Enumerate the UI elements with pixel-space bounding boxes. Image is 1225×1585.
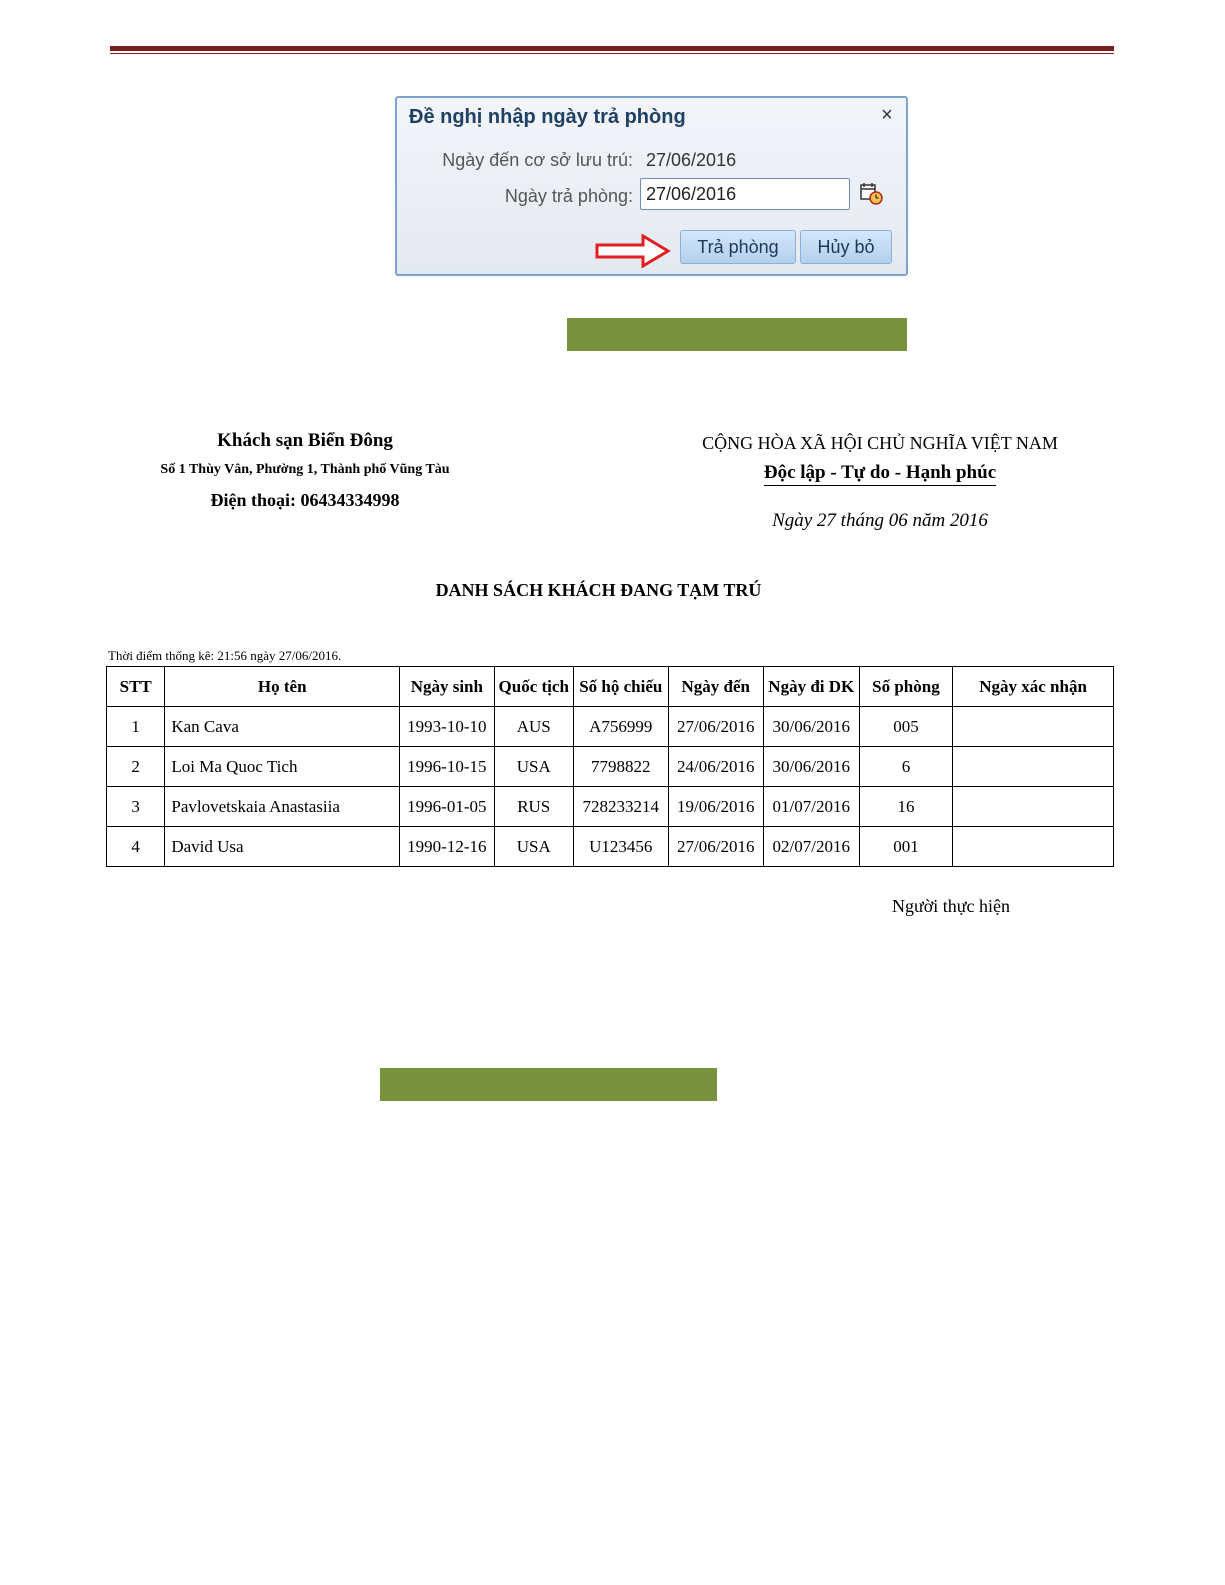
column-header: STT: [107, 667, 165, 707]
arrival-date-value: 27/06/2016: [646, 150, 737, 170]
checkout-button[interactable]: Trả phòng: [680, 230, 796, 264]
close-icon[interactable]: ×: [881, 104, 893, 126]
checkout-date-input[interactable]: [640, 178, 850, 210]
column-header: Ngày đến: [668, 667, 763, 707]
table-row: [107, 827, 1114, 867]
table-cell: 01/07/2016: [763, 787, 859, 827]
highlight-bar: [567, 318, 907, 351]
document-date: Ngày 27 tháng 06 năm 2016: [772, 510, 988, 531]
report-title: DANH SÁCH KHÁCH ĐANG TẠM TRÚ: [435, 580, 762, 600]
red-arrow-icon: [595, 234, 671, 268]
checkout-date-label: Ngày trả phòng:: [504, 186, 633, 206]
table-cell: 005: [859, 707, 952, 747]
table-cell: Pavlovetskaia Anastasiia: [165, 787, 400, 827]
nation-heading: CỘNG HÒA XÃ HỘI CHỦ NGHĨA VIỆT NAM: [702, 433, 1058, 453]
table-cell: [953, 787, 1114, 827]
table-cell: 3: [107, 787, 165, 827]
table-cell: 728233214: [573, 787, 668, 827]
table-cell: 6: [859, 747, 952, 787]
motto: [660, 462, 1100, 484]
table-cell: 27/06/2016: [668, 707, 763, 747]
column-header: Ngày sinh: [400, 667, 494, 707]
table-cell: 27/06/2016: [668, 827, 763, 867]
header-rule-thin: [110, 53, 1114, 54]
table-row: [107, 747, 1114, 787]
column-header: Quốc tịch: [494, 667, 573, 707]
calendar-clock-icon[interactable]: [860, 182, 884, 206]
table-cell: 1996-01-05: [400, 787, 494, 827]
table-cell: 4: [107, 827, 165, 867]
table-row: [107, 707, 1114, 747]
guest-table: [106, 666, 1114, 867]
table-cell: David Usa: [165, 827, 400, 867]
motto-text: Độc lập - Tự do - Hạnh phúc: [764, 462, 996, 486]
table-cell: AUS: [494, 707, 573, 747]
table-cell: 1990-12-16: [400, 827, 494, 867]
table-cell: 19/06/2016: [668, 787, 763, 827]
table-cell: Kan Cava: [165, 707, 400, 747]
column-header: Ngày đi DK: [763, 667, 859, 707]
table-cell: USA: [494, 827, 573, 867]
column-header: Số hộ chiếu: [573, 667, 668, 707]
table-cell: 24/06/2016: [668, 747, 763, 787]
column-header: Ngày xác nhận: [953, 667, 1114, 707]
checkout-dialog: [395, 96, 908, 276]
table-cell: [953, 827, 1114, 867]
cancel-button[interactable]: Hủy bỏ: [800, 230, 892, 264]
hotel-phone: Điện thoại: 06434334998: [210, 490, 400, 510]
performer-label: Người thực hiện: [892, 896, 1011, 916]
table-cell: Loi Ma Quoc Tich: [165, 747, 400, 787]
table-cell: USA: [494, 747, 573, 787]
table-cell: 16: [859, 787, 952, 827]
hotel-address: Số 1 Thùy Vân, Phường 1, Thành phố Vũng Tàu: [160, 462, 450, 477]
hotel-name: Khách sạn Biển Đông: [217, 430, 393, 451]
table-cell: [953, 747, 1114, 787]
highlight-bar: [380, 1068, 717, 1101]
table-cell: 001: [859, 827, 952, 867]
column-header: Họ tên: [165, 667, 400, 707]
table-cell: 1: [107, 707, 165, 747]
dialog-title: Đề nghị nhập ngày trả phòng: [409, 106, 686, 128]
column-header: Số phòng: [859, 667, 952, 707]
table-cell: 1993-10-10: [400, 707, 494, 747]
table-cell: 2: [107, 747, 165, 787]
arrival-date-label: Ngày đến cơ sở lưu trú:: [442, 150, 633, 170]
table-header-row: [107, 667, 1114, 707]
table-cell: 1996-10-15: [400, 747, 494, 787]
header-rule: [110, 46, 1114, 51]
table-cell: 30/06/2016: [763, 707, 859, 747]
table-row: [107, 787, 1114, 827]
table-cell: 30/06/2016: [763, 747, 859, 787]
table-cell: 02/07/2016: [763, 827, 859, 867]
statistic-time: Thời điểm thống kê: 21:56 ngày 27/06/2016.: [108, 648, 342, 663]
table-cell: U123456: [573, 827, 668, 867]
table-cell: RUS: [494, 787, 573, 827]
table-cell: [953, 707, 1114, 747]
table-cell: A756999: [573, 707, 668, 747]
table-cell: 7798822: [573, 747, 668, 787]
